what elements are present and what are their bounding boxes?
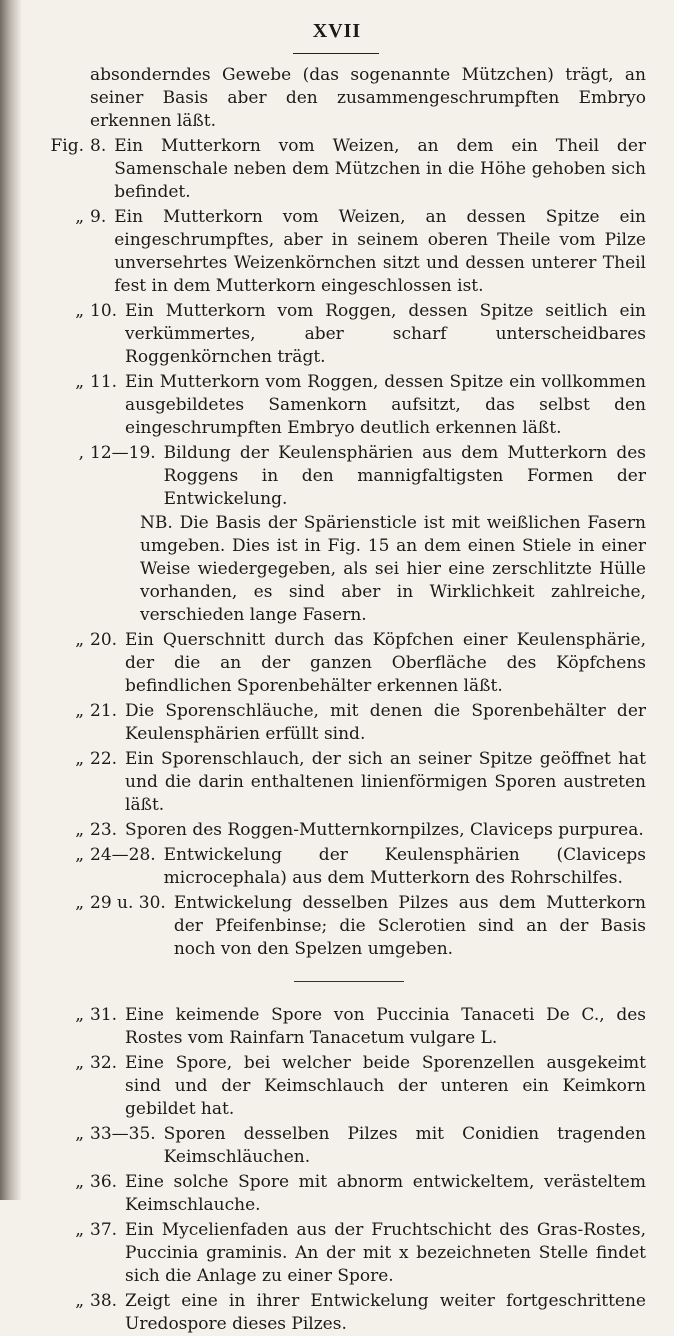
figure-label: „ <box>75 1005 84 1025</box>
figure-label: „ <box>75 749 84 769</box>
figure-number: 36. <box>90 1172 118 1192</box>
figure-description: Eine Spore, bei welcher beide Sporenzellen ausgekeimt sind und der Keimschlauch der unteren ein Keimkorn gebildet hat. <box>125 1053 646 1119</box>
figure-number: 20. <box>90 630 118 650</box>
figure-description: Eine keimende Spore von Puccinia Tanaceti De C., des Rostes vom Rainfarn Tanacetum vulgare L. <box>125 1005 646 1048</box>
figure-label: Fig. <box>50 136 84 156</box>
figure-number: 29 u. 30. <box>90 893 166 913</box>
figure-entry <box>34 206 646 298</box>
figure-label: „ <box>75 372 84 392</box>
figure-description: Die Sporenschläuche, mit denen die Sporenbehälter der Keulensphärien erfüllt sind. <box>125 701 646 744</box>
figure-number: 22. <box>90 749 118 769</box>
figure-entry <box>34 1290 646 1336</box>
figure-description: Entwickelung der Keulensphärien (Claviceps microcephala) aus dem Mutterkorn des Rohrschilfes. <box>163 845 646 888</box>
figure-label: „ <box>75 1124 84 1144</box>
figure-number: 31. <box>90 1005 118 1025</box>
figure-description: Ein Mutterkorn vom Roggen, dessen Spitze seitlich ein verkümmertes, aber scharf unterscheidbares Roggenkörnchen trägt. <box>125 301 646 367</box>
figure-description: Entwickelung desselben Pilzes aus dem Mutterkorn der Pfeifenbinse; die Sclerotien sind an der Basis noch von den Spelzen umgeben. <box>173 893 646 959</box>
figure-entry <box>34 1004 646 1050</box>
figure-description: Ein Mutterkorn vom Weizen, an dem ein Theil der Samenschale neben dem Mützchen in die Höhe gehoben sich befindet. <box>114 136 646 202</box>
figure-description: Ein Querschnitt durch das Köpfchen einer Keulensphärie, der die an der ganzen Oberfläche des Köpfchens befindlichen Sporenbehälter erkennen läßt. <box>125 630 646 696</box>
figure-description: Ein Mutterkorn vom Roggen, dessen Spitze ein vollkommen ausgebildetes Samenkorn aufsitzt, das selbst den eingeschrumpften Embryo deutlich erkennen läßt. <box>125 372 646 438</box>
figure-number: 9. <box>90 207 107 227</box>
figure-label: „ <box>75 893 84 913</box>
figure-number: 21. <box>90 701 118 721</box>
section-divider <box>294 981 404 982</box>
figure-number: 38. <box>90 1291 118 1311</box>
figure-number: 10. <box>90 301 118 321</box>
figure-description: Sporen desselben Pilzes mit Conidien tragenden Keimschläuchen. <box>163 1124 646 1167</box>
figure-label: , <box>78 443 84 463</box>
figure-description: Zeigt eine in ihrer Entwickelung weiter fortgeschrittene Uredospore dieses Pilzes. <box>125 1291 646 1334</box>
figure-entry <box>34 844 646 890</box>
figure-number: 37. <box>90 1220 118 1240</box>
figure-entry <box>34 135 646 204</box>
figure-entry <box>34 819 646 842</box>
figure-entry <box>34 1219 646 1288</box>
figure-label: „ <box>75 207 84 227</box>
figure-entry <box>34 1123 646 1169</box>
figure-entry <box>34 892 646 961</box>
note-paragraph: NB. Die Basis der Späriensticle ist mit weißlichen Fasern umgeben. Dies ist in Fig. 15 an dem einen Stiele in einer Weise wiedergegeben, als sei hier eine zerschlitzte Hülle vorhanden, es sind aber in Wirklichkeit zahlreiche, verschieden lange Fasern. <box>140 513 646 625</box>
figure-label: „ <box>75 820 84 840</box>
figure-entry <box>34 700 646 746</box>
figure-label: „ <box>75 301 84 321</box>
figure-label: „ <box>75 1291 84 1311</box>
figure-entry <box>34 300 646 369</box>
figure-number: 24—28. <box>90 845 156 865</box>
figure-description: Ein Sporenschlauch, der sich an seiner Spitze geöffnet hat und die darin enthaltenen linienförmigen Sporen austreten läßt. <box>125 749 646 815</box>
figure-description: Ein Mutterkorn vom Weizen, an dessen Spitze ein eingeschrumpftes, aber in seinem oberen Theile vom Pilze unversehrtes Weizenkörnchen sitzt und dessen unterer Theil fest in dem Mutterkorn eingeschlossen ist. <box>114 207 646 296</box>
figure-label: „ <box>75 701 84 721</box>
figure-number: 8. <box>90 136 107 156</box>
figure-label: „ <box>75 1172 84 1192</box>
intro-paragraph: absonderndes Gewebe (das sogenannte Mützchen) trägt, an seiner Basis aber den zusammengeschrumpften Embryo erkennen läßt. <box>90 65 646 131</box>
figure-legend-list <box>34 64 646 1336</box>
page-edge-shadow <box>0 0 22 1200</box>
figure-description: Bildung der Keulensphärien aus dem Mutterkorn des Roggens in den mannigfaltigsten Formen der Entwickelung. <box>163 443 646 509</box>
figure-label: „ <box>75 1220 84 1240</box>
figure-description: Sporen des Roggen-Mutternkornpilzes, Claviceps purpurea. <box>125 820 644 840</box>
figure-entry <box>34 1052 646 1121</box>
figure-entry <box>34 1171 646 1217</box>
figure-number: 11. <box>90 372 118 392</box>
figure-number: 32. <box>90 1053 118 1073</box>
figure-number: 23. <box>90 820 118 840</box>
figure-label: „ <box>75 1053 84 1073</box>
figure-label: „ <box>75 630 84 650</box>
figure-entry <box>34 748 646 817</box>
figure-number: 33—35. <box>90 1124 156 1144</box>
figure-description: Ein Mycelienfaden aus der Fruchtschicht des Gras-Rostes, Puccinia graminis. An der mit x bezeichneten Stelle findet sich die Anlage zu einer Spore. <box>125 1220 646 1286</box>
figure-entry <box>34 629 646 698</box>
figure-label: „ <box>75 845 84 865</box>
figure-entry <box>34 442 646 511</box>
figure-number: 12—19. <box>90 443 156 463</box>
page-number-rule <box>293 53 379 54</box>
figure-description: Eine solche Spore mit abnorm entwickeltem, verästeltem Keimschlauche. <box>125 1172 646 1215</box>
figure-entry <box>34 371 646 440</box>
page-number: XVII <box>312 20 362 42</box>
